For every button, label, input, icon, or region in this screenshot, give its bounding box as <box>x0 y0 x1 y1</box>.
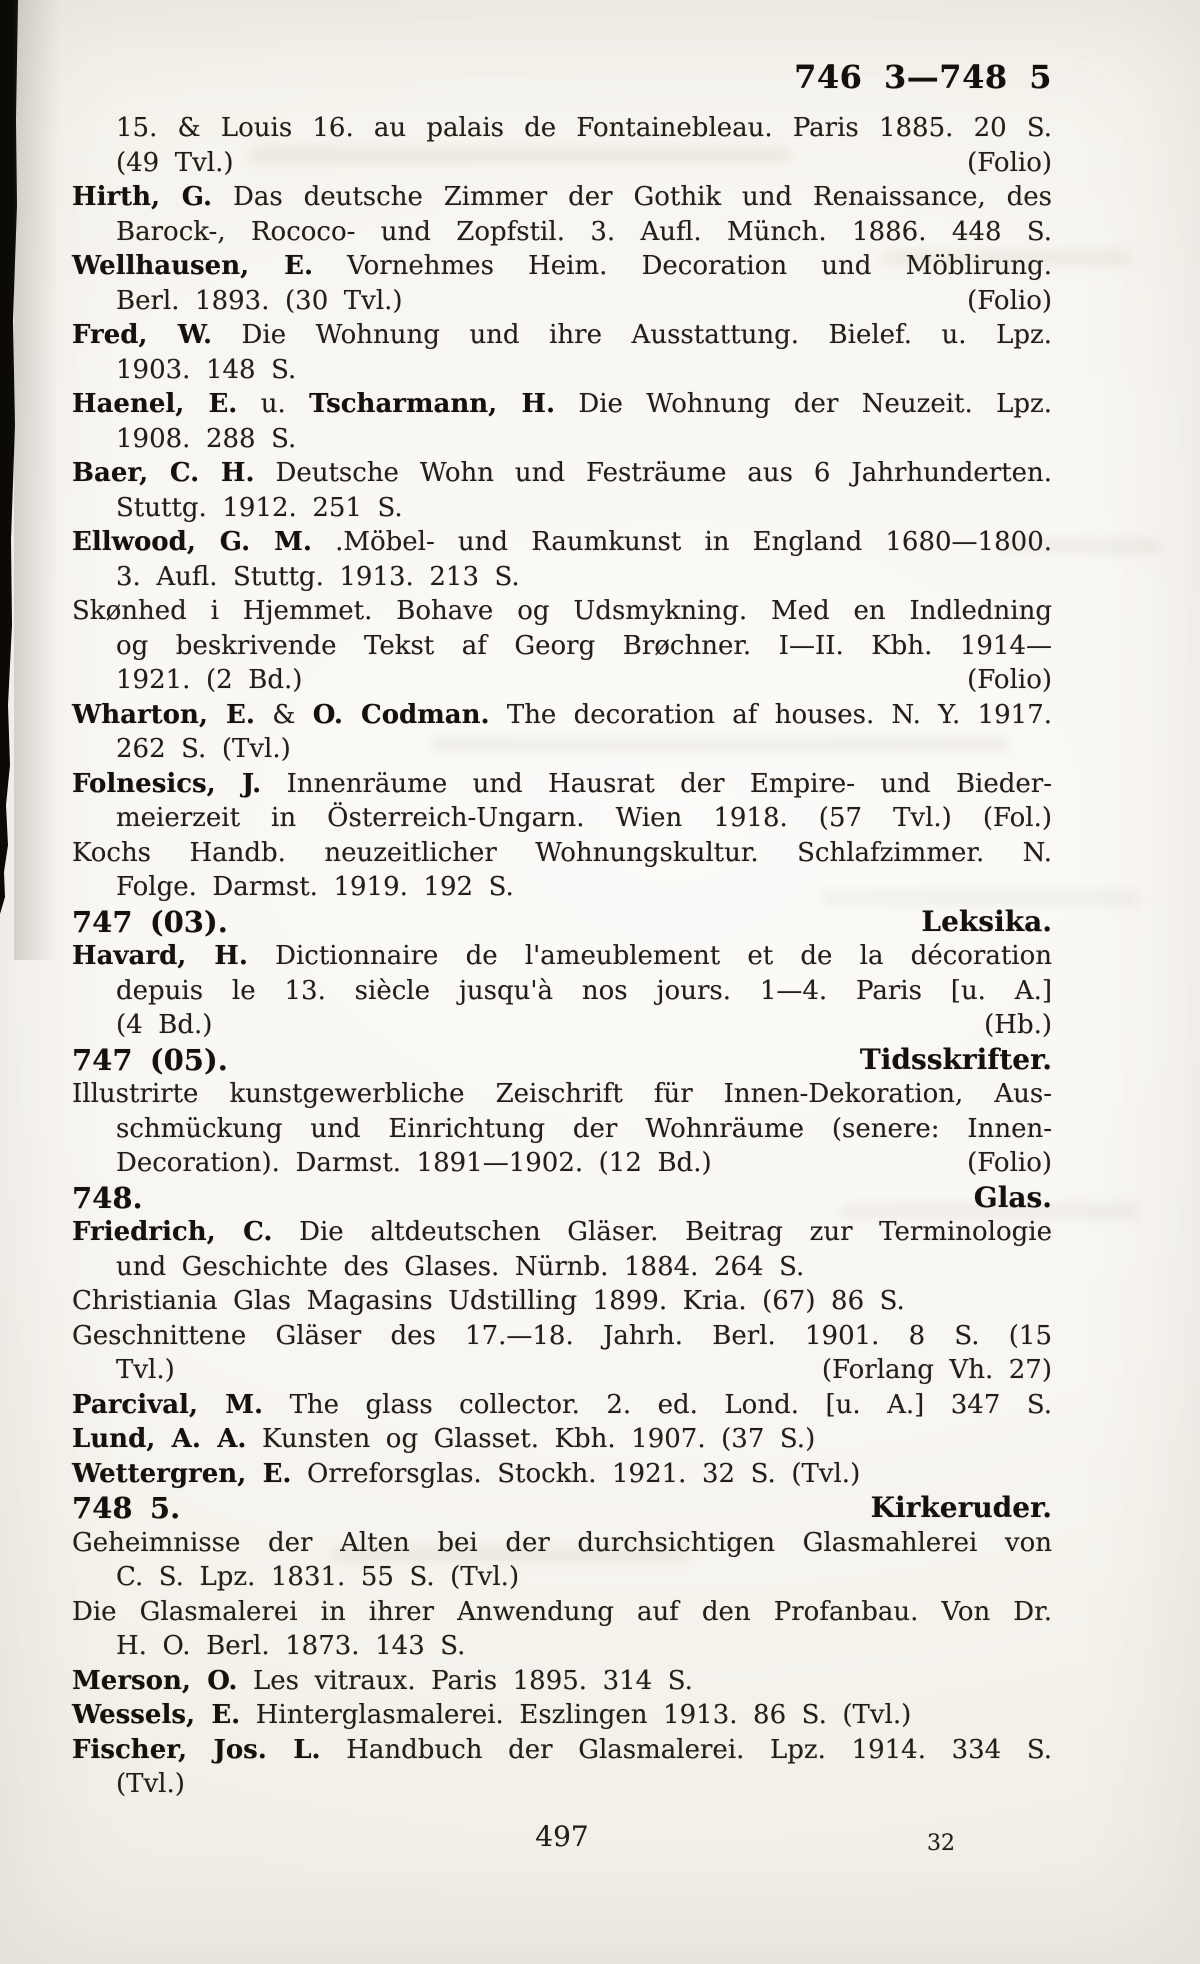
format-note: (Folio) <box>967 147 1052 178</box>
entry-continuation-text: (49 Tvl.) <box>116 147 234 178</box>
format-note: (Folio) <box>967 1148 1052 1178</box>
author-name: Haenel, E. <box>72 389 238 419</box>
entry-text: C. S. Lpz. 1831. 55 S. (Tvl.) <box>116 1562 520 1592</box>
entry-text: Vornehmes Heim. Decoration und Möblirung. <box>313 251 1052 281</box>
format-note: (Hb.) <box>984 1010 1052 1040</box>
bibliography-line <box>72 1215 1052 1250</box>
bibliography-line <box>72 249 1052 284</box>
section-title: Glas. <box>973 1180 1052 1214</box>
section-heading-line <box>72 905 1052 940</box>
page-number: 497 <box>535 1820 589 1853</box>
bibliography-line <box>72 1457 1052 1492</box>
author-name: Tscharmann, H. <box>309 389 555 419</box>
entry-text: Hinterglasmalerei. Eszlingen 1913. 86 S. (Tvl.) <box>240 1700 912 1730</box>
bibliography-line <box>72 180 1052 215</box>
author-name: Merson, O. <box>72 1665 238 1696</box>
bibliography-line <box>72 594 1052 629</box>
entry-text: 3. Aufl. Stuttg. 1913. 213 S. <box>116 561 520 592</box>
entry-text: The glass collector. 2. ed. Lond. [u. A.] 347 S. <box>263 1389 1052 1420</box>
section-heading-line <box>72 1491 1052 1526</box>
bibliography-line <box>72 353 1052 388</box>
entry-text: schmückung und Einrichtung der Wohnräume (senere: Innen- <box>116 1113 1052 1144</box>
section-title: Leksika. <box>921 904 1052 938</box>
bibliography-text-block <box>72 111 1052 1802</box>
section-title: Kirkeruder. <box>870 1491 1052 1524</box>
entry-text: 15. & Louis 16. au palais de Fontainebleau. Paris 1885. 20 S. <box>116 113 1052 143</box>
entry-text: und Geschichte des Glases. Nürnb. 1884. 264 S. <box>116 1251 805 1282</box>
bibliography-line <box>72 560 1052 595</box>
entry-text: Kunsten og Glasset. Kbh. 1907. (37 S.) <box>246 1424 816 1454</box>
author-name: O. Codman. <box>312 699 490 730</box>
bibliography-line <box>72 1733 1052 1768</box>
format-note: (Forlang Vh. 27) <box>821 1355 1052 1385</box>
entry-text: Geschnittene Gläser des 17.—18. Jahrh. Berl. 1901. 8 S. (15 <box>72 1320 1052 1351</box>
bibliography-line <box>72 1284 1052 1319</box>
bibliography-line <box>72 767 1052 802</box>
author-name: Folnesics, J. <box>72 768 262 799</box>
entry-text: Stuttg. 1912. 251 S. <box>116 492 403 523</box>
bibliography-line <box>72 491 1052 526</box>
entry-continuation-text: (4 Bd.) <box>116 1010 213 1040</box>
format-note: (Folio) <box>967 285 1052 316</box>
bibliography-line <box>72 732 1052 767</box>
author-name: Wettergren, E. <box>72 1458 292 1489</box>
entry-text: Kochs Handb. neuzeitlicher Wohnungskultur. Schlafzimmer. N. <box>72 837 1052 868</box>
author-name: Ellwood, G. M. <box>72 527 312 557</box>
entry-text: H. O. Berl. 1873. 143 S. <box>116 1631 466 1661</box>
bibliography-line <box>72 1250 1052 1285</box>
entry-text: Das deutsche Zimmer der Gothik und Renaissance, des <box>212 182 1052 212</box>
bibliography-line <box>72 1319 1052 1354</box>
entry-text: Barock-, Rococo- und Zopfstil. 3. Aufl. Münch. 1886. 448 S. <box>116 216 1052 247</box>
bibliography-line <box>72 1664 1052 1699</box>
entry-text: & <box>254 699 313 730</box>
bibliography-line <box>72 1595 1052 1630</box>
section-heading-line <box>72 1181 1052 1216</box>
entry-text: Geheimnisse der Alten bei der durchsichtigen Glasmahlerei von <box>72 1527 1052 1558</box>
bibliography-line <box>72 1146 1052 1181</box>
author-name: Wharton, E. <box>72 699 255 730</box>
entry-text: 262 S. (Tvl.) <box>116 734 291 764</box>
entry-text: Les vitraux. Paris 1895. 314 S. <box>237 1665 693 1696</box>
entry-text: Folge. Darmst. 1919. 192 S. <box>116 872 514 902</box>
entry-text: Illustrirte kunstgewerbliche Zeischrift für Innen-Dekoration, Aus- <box>72 1079 1052 1109</box>
bibliography-line <box>72 801 1052 836</box>
bibliography-line <box>72 698 1052 733</box>
entry-text: u. <box>237 389 310 419</box>
author-name: Parcival, M. <box>72 1389 264 1420</box>
bibliography-line <box>72 1698 1052 1733</box>
section-number: 748. <box>72 1180 143 1215</box>
bibliography-line <box>72 422 1052 457</box>
bibliography-line <box>72 1560 1052 1595</box>
entry-text: Dictionnaire de l'ameublement et de la décoration <box>247 941 1053 971</box>
bibliography-line <box>72 1008 1052 1043</box>
bibliography-line <box>72 1767 1052 1802</box>
author-name: Friedrich, C. <box>72 1217 273 1247</box>
printer-signature-mark: 32 <box>927 1831 955 1856</box>
bibliography-line <box>72 1112 1052 1147</box>
bibliography-line <box>72 1629 1052 1664</box>
section-number: 747 (05). <box>72 1042 228 1077</box>
entry-text: 1903. 148 S. <box>116 354 297 385</box>
entry-continuation-text: Tvl.) <box>116 1355 175 1385</box>
running-head-classification-range: 746 3—748 5 <box>794 58 1052 96</box>
bibliography-line <box>72 456 1052 491</box>
author-name: Wellhausen, E. <box>72 251 313 281</box>
entry-text: Die Glasmalerei in ihrer Anwendung auf den Profanbau. Von Dr. <box>72 1596 1052 1627</box>
bibliography-line <box>72 1422 1052 1457</box>
bibliography-line <box>72 146 1052 181</box>
entry-continuation-text: Berl. 1893. (30 Tvl.) <box>116 285 403 316</box>
entry-continuation-text: 1921. (2 Bd.) <box>116 665 303 695</box>
bibliography-line <box>72 215 1052 250</box>
entry-continuation-text: Decoration). Darmst. 1891—1902. (12 Bd.) <box>116 1148 712 1178</box>
format-note: (Folio) <box>967 665 1052 695</box>
section-heading-line <box>72 1043 1052 1078</box>
author-name: Fred, W. <box>72 320 213 350</box>
author-name: Wessels, E. <box>72 1700 241 1730</box>
bibliography-line <box>72 1353 1052 1388</box>
book-binding-edge <box>0 0 24 920</box>
bibliography-line <box>72 318 1052 353</box>
entry-text: .Möbel- und Raumkunst in England 1680—1800. <box>311 527 1052 557</box>
section-number: 748 5. <box>72 1491 181 1525</box>
bibliography-line <box>72 111 1052 146</box>
bibliography-line <box>72 939 1052 974</box>
entry-text: Deutsche Wohn und Festräume aus 6 Jahrhunderten. <box>254 458 1053 488</box>
entry-text: 1908. 288 S. <box>116 423 297 454</box>
entry-text: Orreforsglas. Stockh. 1921. 32 S. (Tvl.) <box>291 1458 861 1489</box>
bibliography-line <box>72 974 1052 1009</box>
bibliography-line <box>72 1388 1052 1423</box>
entry-text: depuis le 13. siècle jusqu'à nos jours. 1—4. Paris [u. A.] <box>116 975 1052 1006</box>
entry-text: Skønhed i Hjemmet. Bohave og Udsmykning. Med en Indledning <box>72 596 1052 626</box>
bibliography-line <box>72 663 1052 698</box>
author-name: Hirth, G. <box>72 182 213 212</box>
bibliography-line <box>72 836 1052 871</box>
bibliography-line <box>72 1077 1052 1112</box>
entry-text: meierzeit in Österreich-Ungarn. Wien 1918. (57 Tvl.) (Fol.) <box>116 803 1052 833</box>
entry-text: Innenräume und Hausrat der Empire- und Bieder- <box>261 768 1052 799</box>
bibliography-line <box>72 284 1052 319</box>
binding-shadow <box>14 0 60 960</box>
bibliography-line <box>72 1526 1052 1561</box>
bibliography-line <box>72 387 1052 422</box>
bibliography-line <box>72 525 1052 560</box>
entry-text: Handbuch der Glasmalerei. Lpz. 1914. 334 S. <box>320 1734 1052 1765</box>
author-name: Fischer, Jos. L. <box>72 1734 321 1765</box>
entry-text: Die Wohnung der Neuzeit. Lpz. <box>555 389 1052 419</box>
entry-text: Die altdeutschen Gläser. Beitrag zur Terminologie <box>272 1217 1052 1247</box>
entry-text: The decoration af houses. N. Y. 1917. <box>489 699 1053 730</box>
entry-text: og beskrivende Tekst af Georg Brøchner. I—II. Kbh. 1914— <box>116 630 1052 661</box>
author-name: Baer, C. H. <box>72 458 255 488</box>
section-number: 747 (03). <box>72 904 228 939</box>
entry-text: (Tvl.) <box>116 1769 185 1799</box>
entry-text: Christiania Glas Magasins Udstilling 1899. Kria. (67) 86 S. <box>72 1286 905 1316</box>
bibliography-line <box>72 629 1052 664</box>
section-title: Tidsskrifter. <box>859 1042 1052 1076</box>
author-name: Havard, H. <box>72 941 248 971</box>
author-name: Lund, A. A. <box>72 1424 247 1454</box>
entry-text: Die Wohnung und ihre Ausstattung. Bielef. u. Lpz. <box>212 320 1052 350</box>
bibliography-line <box>72 870 1052 905</box>
